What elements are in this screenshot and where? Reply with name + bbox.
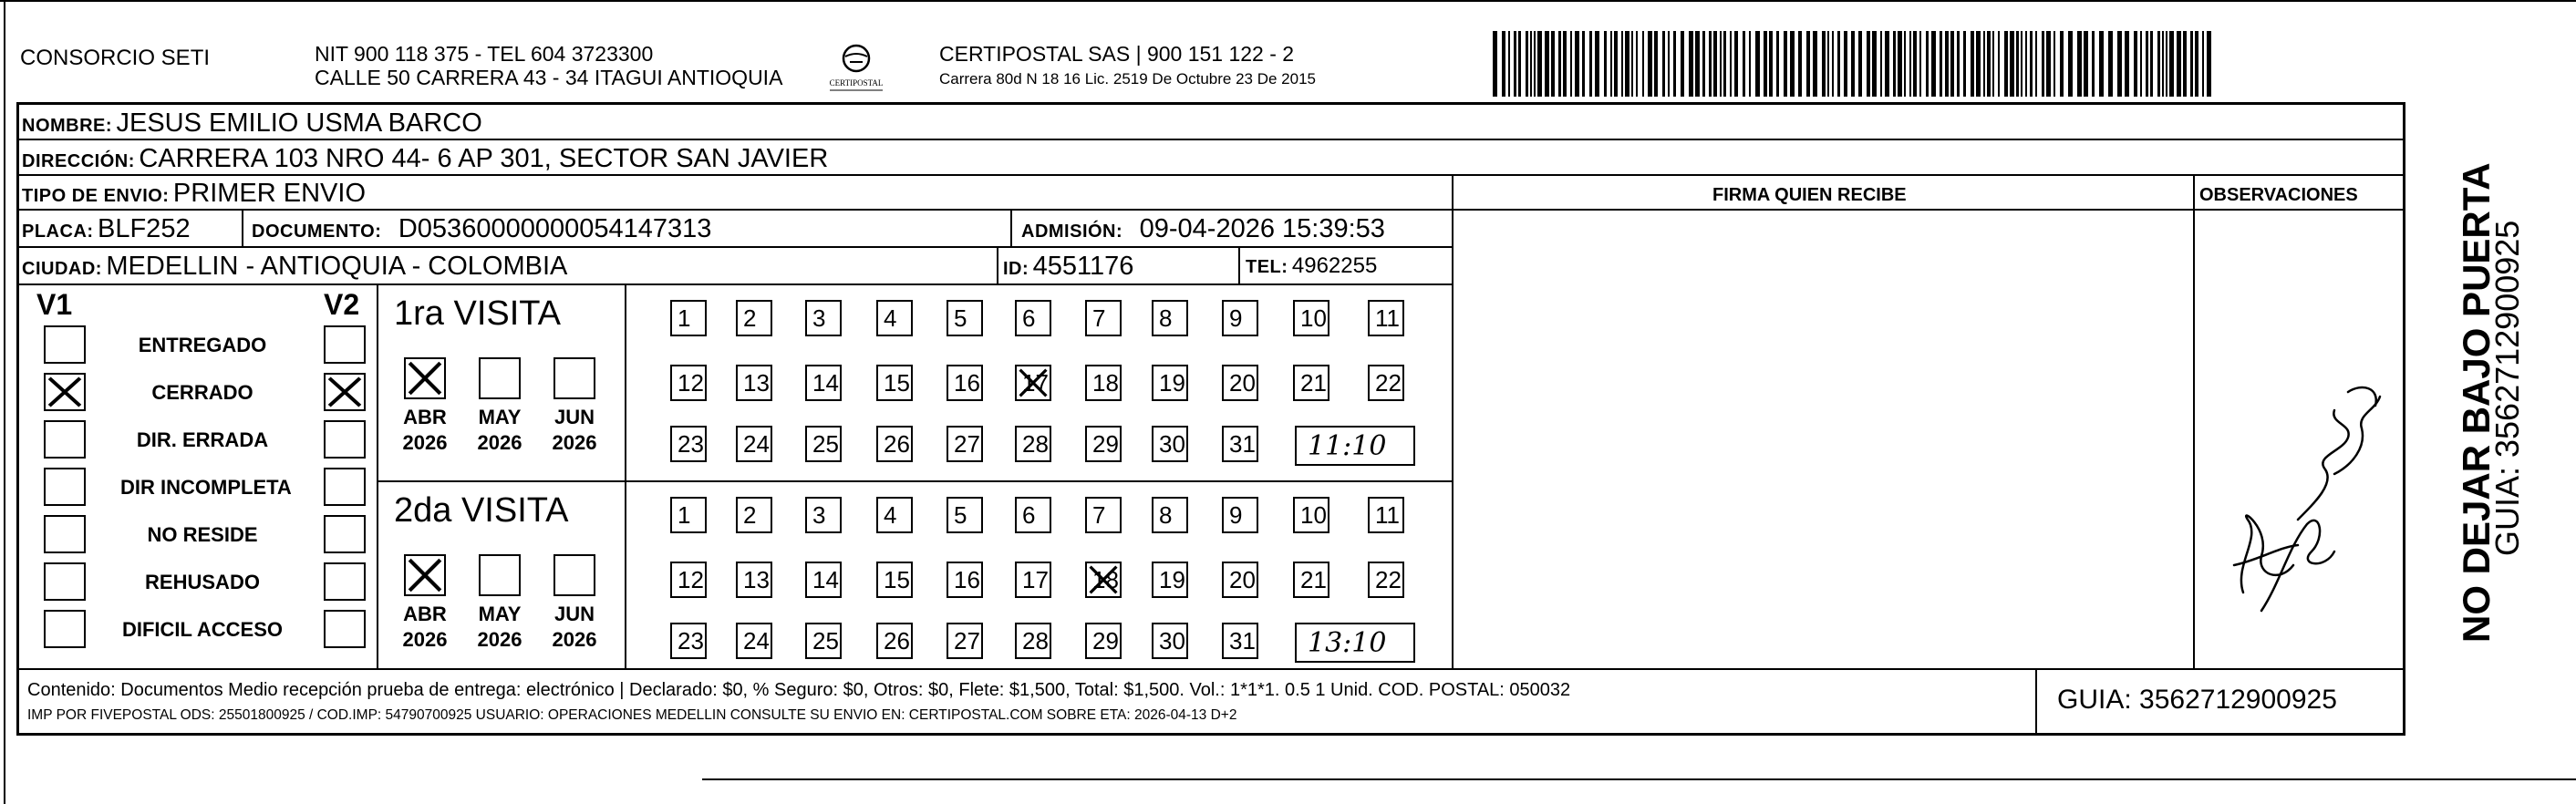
v2-checkbox[interactable]	[324, 515, 366, 553]
day-box[interactable]	[1368, 365, 1404, 401]
documento-value: D05360000000054147313	[398, 214, 712, 243]
v2-checkbox[interactable]	[324, 420, 366, 459]
day-number: 22	[1375, 369, 1402, 397]
day-box[interactable]	[1015, 562, 1051, 598]
day-box[interactable]	[1293, 562, 1329, 598]
ciudad-cell: CIUDAD: MEDELLIN - ANTIOQUIA - COLOMBIA	[22, 252, 568, 281]
tipo-envio-value: PRIMER ENVIO	[172, 179, 367, 208]
day-box[interactable]	[1085, 426, 1122, 462]
day-number: 13	[743, 369, 770, 397]
documento-cell: DOCUMENTO: D05360000000054147313	[252, 214, 712, 243]
day-number: 9	[1229, 501, 1243, 529]
signature-scribble	[2207, 337, 2389, 638]
month-checkbox[interactable]	[404, 554, 446, 596]
day-number: 15	[884, 566, 910, 593]
v1-label: V1	[36, 288, 73, 321]
visit-time-box[interactable]	[1295, 426, 1415, 466]
day-number: 11	[1375, 501, 1400, 529]
day-number: 4	[884, 501, 897, 529]
day-number: 18	[1092, 566, 1119, 593]
day-box[interactable]	[1368, 300, 1404, 336]
visit-time: 13:10	[1308, 627, 1387, 659]
day-box[interactable]	[670, 562, 707, 598]
day-box[interactable]	[1222, 623, 1258, 659]
day-number: 5	[954, 501, 967, 529]
day-box[interactable]	[1015, 497, 1051, 533]
day-number: 28	[1022, 430, 1049, 458]
day-box[interactable]	[876, 365, 913, 401]
v2-checkbox[interactable]	[324, 610, 366, 648]
day-box[interactable]	[876, 623, 913, 659]
company-name: CONSORCIO SETI	[20, 46, 211, 70]
day-number: 29	[1092, 627, 1119, 655]
status-label: NO RESIDE	[147, 523, 258, 546]
nit-line: NIT 900 118 375 - TEL 604 3723300	[315, 42, 654, 66]
placa-cell: PLACA: BLF252	[22, 214, 191, 243]
day-box[interactable]	[805, 562, 842, 598]
day-box[interactable]	[1152, 623, 1188, 659]
month-label: JUN	[553, 406, 595, 428]
day-box[interactable]	[670, 497, 707, 533]
ciudad-value: MEDELLIN - ANTIOQUIA - COLOMBIA	[106, 252, 568, 281]
day-box[interactable]	[1152, 562, 1188, 598]
day-box[interactable]	[736, 365, 772, 401]
day-number: 22	[1375, 566, 1402, 593]
day-number: 6	[1022, 304, 1036, 332]
day-number: 14	[812, 566, 839, 593]
svg-text:CERTIPOSTAL: CERTIPOSTAL	[829, 78, 884, 88]
day-number: 10	[1300, 304, 1327, 332]
day-number: 1	[678, 501, 691, 529]
day-number: 25	[812, 627, 839, 655]
id-cell: ID: 4551176	[1003, 252, 1134, 281]
month-label: JUN	[553, 603, 595, 625]
month-label: ABR	[403, 603, 447, 625]
month-label: MAY	[478, 603, 522, 625]
placa-value: BLF252	[98, 214, 191, 243]
day-box[interactable]	[736, 497, 772, 533]
day-number: 31	[1229, 627, 1256, 655]
day-box[interactable]	[1085, 300, 1122, 336]
day-box[interactable]	[1015, 365, 1051, 401]
day-number: 16	[954, 566, 980, 593]
visit-time: 11:10	[1308, 430, 1387, 462]
day-number: 8	[1159, 304, 1173, 332]
day-box[interactable]	[1152, 497, 1188, 533]
day-number: 13	[743, 566, 770, 593]
v2-checkbox[interactable]	[324, 373, 366, 411]
day-number: 18	[1092, 369, 1119, 397]
day-box[interactable]	[1085, 497, 1122, 533]
day-box[interactable]	[1368, 497, 1404, 533]
month-year: 2026	[402, 628, 448, 651]
day-number: 7	[1092, 501, 1106, 529]
day-number: 6	[1022, 501, 1036, 529]
day-box[interactable]	[670, 365, 707, 401]
day-number: 28	[1022, 627, 1049, 655]
v2-checkbox[interactable]	[324, 562, 366, 601]
recipient-name: JESUS EMILIO USMA BARCO	[116, 108, 482, 138]
day-number: 8	[1159, 501, 1173, 529]
day-box[interactable]	[876, 497, 913, 533]
admision-cell: ADMISIÓN: 09-04-2026 15:39:53	[1021, 214, 1385, 243]
v1-checkbox[interactable]	[44, 468, 86, 506]
address-line: CALLE 50 CARRERA 43 - 34 ITAGUI ANTIOQUIA	[315, 66, 783, 89]
day-number: 23	[678, 430, 704, 458]
month-year: 2026	[402, 431, 448, 454]
day-box[interactable]	[805, 426, 842, 462]
day-box[interactable]	[805, 497, 842, 533]
day-box[interactable]	[876, 300, 913, 336]
day-box[interactable]	[947, 365, 983, 401]
day-box[interactable]	[805, 365, 842, 401]
day-box[interactable]	[1222, 300, 1258, 336]
visit-title: 2da VISITA	[394, 491, 569, 530]
day-number: 20	[1229, 566, 1256, 593]
v1-checkbox[interactable]	[44, 515, 86, 553]
day-box[interactable]	[947, 562, 983, 598]
day-number: 23	[678, 627, 704, 655]
day-number: 7	[1092, 304, 1106, 332]
direccion-row: DIRECCIÓN: CARRERA 103 NRO 44- 6 AP 301, SECTOR SAN JAVIER	[22, 144, 829, 173]
day-box[interactable]	[1293, 300, 1329, 336]
day-box[interactable]	[1085, 562, 1122, 598]
day-number: 31	[1229, 430, 1256, 458]
day-box[interactable]	[670, 426, 707, 462]
day-box[interactable]	[947, 426, 983, 462]
day-box[interactable]	[1222, 497, 1258, 533]
day-number: 19	[1159, 566, 1185, 593]
visit-time-box[interactable]	[1295, 623, 1415, 663]
footer-guia: GUIA: 3562712900925	[2057, 685, 2337, 715]
day-box[interactable]	[1152, 365, 1188, 401]
status-label: REHUSADO	[145, 571, 260, 593]
day-box[interactable]	[1152, 426, 1188, 462]
month-label: ABR	[403, 406, 447, 428]
day-box[interactable]	[670, 300, 707, 336]
v1-checkbox[interactable]	[44, 610, 86, 648]
day-box[interactable]	[1015, 300, 1051, 336]
day-number: 12	[678, 566, 704, 593]
day-number: 25	[812, 430, 839, 458]
day-number: 2	[743, 304, 757, 332]
day-number: 27	[954, 627, 980, 655]
day-box[interactable]	[1222, 365, 1258, 401]
status-label: CERRADO	[151, 381, 253, 404]
day-number: 5	[954, 304, 967, 332]
contenido-text: Contenido: Documentos Medio recepción prueba de entrega: electrónico | Declarado: $0, % Seguro: $0, Otros: $0, Flete: $1,500, Total: $1,500. Vol.: 1*1*1. 0.5 1 Unid. COD. POSTAL: 050032	[27, 680, 1571, 700]
day-box[interactable]	[1085, 623, 1122, 659]
day-number: 16	[954, 369, 980, 397]
day-box[interactable]	[805, 300, 842, 336]
day-box[interactable]	[1085, 365, 1122, 401]
v1-checkbox[interactable]	[44, 373, 86, 411]
day-box[interactable]	[947, 623, 983, 659]
v1-checkbox[interactable]	[44, 562, 86, 601]
month-checkbox[interactable]	[479, 554, 521, 596]
main-frame	[16, 102, 2405, 736]
v2-checkbox[interactable]	[324, 468, 366, 506]
day-number: 24	[743, 627, 770, 655]
observaciones-header: OBSERVACIONES	[2199, 185, 2358, 205]
day-number: 3	[812, 501, 826, 529]
barcode	[1493, 31, 2213, 97]
status-label: DIR. ERRADA	[136, 428, 269, 451]
month-label: MAY	[478, 406, 522, 428]
recipient-address: CARRERA 103 NRO 44- 6 AP 301, SECTOR SAN JAVIER	[139, 144, 829, 173]
day-box[interactable]	[736, 562, 772, 598]
day-box[interactable]	[876, 562, 913, 598]
tipo-envio-row: TIPO DE ENVIO: PRIMER ENVIO	[22, 179, 367, 208]
day-number: 3	[812, 304, 826, 332]
month-checkbox[interactable]	[404, 357, 446, 399]
day-number: 1	[678, 304, 691, 332]
day-box[interactable]	[1015, 623, 1051, 659]
no-dejar-bajo-puerta: NO DEJAR BAJO PUERTA	[2455, 162, 2498, 643]
day-number: 10	[1300, 501, 1327, 529]
month-checkbox[interactable]	[553, 357, 595, 399]
day-box[interactable]	[1222, 562, 1258, 598]
day-number: 29	[1092, 430, 1119, 458]
day-number: 20	[1229, 369, 1256, 397]
id-value: 4551176	[1032, 252, 1134, 281]
day-number: 11	[1375, 304, 1400, 332]
day-number: 27	[954, 430, 980, 458]
side-guia: GUIA: 3562712900925	[2488, 220, 2526, 556]
tel-cell: TEL: 4962255	[1246, 253, 1378, 278]
day-box[interactable]	[670, 623, 707, 659]
month-year: 2026	[552, 431, 597, 454]
certipostal-logo	[819, 40, 894, 97]
visit-title: 1ra VISITA	[394, 294, 562, 333]
day-number: 2	[743, 501, 757, 529]
day-number: 15	[884, 369, 910, 397]
day-number: 19	[1159, 369, 1185, 397]
admision-value: 09-04-2026 15:39:53	[1139, 214, 1385, 243]
day-box[interactable]	[1293, 497, 1329, 533]
day-number: 17	[1022, 369, 1049, 397]
day-number: 9	[1229, 304, 1243, 332]
month-checkbox[interactable]	[553, 554, 595, 596]
nombre-row: NOMBRE: JESUS EMILIO USMA BARCO	[22, 108, 482, 138]
day-box[interactable]	[736, 426, 772, 462]
day-box[interactable]	[1368, 562, 1404, 598]
day-number: 12	[678, 369, 704, 397]
day-box[interactable]	[1015, 426, 1051, 462]
day-number: 30	[1159, 430, 1185, 458]
day-box[interactable]	[1222, 426, 1258, 462]
imp-text: IMP POR FIVEPOSTAL ODS: 25501800925 / COD.IMP: 54790700925 USUARIO: OPERACIONES MEDELLIN CONSULTE SU ENVIO EN: CERTIPOSTAL.COM SOBRE ETA: 2026-04-13 D+2	[27, 707, 1237, 723]
status-label: DIFICIL ACCESO	[121, 618, 283, 641]
day-box[interactable]	[1152, 300, 1188, 336]
firma-header: FIRMA QUIEN RECIBE	[1712, 185, 1907, 205]
v2-label: V2	[324, 288, 360, 321]
day-box[interactable]	[876, 426, 913, 462]
day-box[interactable]	[947, 300, 983, 336]
day-box[interactable]	[736, 300, 772, 336]
day-box[interactable]	[736, 623, 772, 659]
day-number: 26	[884, 627, 910, 655]
v1-checkbox[interactable]	[44, 325, 86, 364]
license-line: Carrera 80d N 18 16 Lic. 2519 De Octubre 23 De 2015	[939, 70, 1316, 88]
day-number: 21	[1300, 369, 1327, 397]
day-number: 17	[1022, 566, 1049, 593]
month-year: 2026	[552, 628, 597, 651]
day-box[interactable]	[947, 497, 983, 533]
day-box[interactable]	[805, 623, 842, 659]
month-year: 2026	[477, 628, 522, 651]
day-number: 30	[1159, 627, 1185, 655]
certipostal-line: CERTIPOSTAL SAS | 900 151 122 - 2	[939, 42, 1295, 66]
v2-checkbox[interactable]	[324, 325, 366, 364]
status-label: DIR INCOMPLETA	[120, 476, 292, 499]
tel-value: 4962255	[1291, 253, 1378, 278]
status-label: ENTREGADO	[138, 334, 267, 356]
day-number: 26	[884, 430, 910, 458]
month-year: 2026	[477, 431, 522, 454]
day-number: 24	[743, 430, 770, 458]
day-number: 4	[884, 304, 897, 332]
v1-checkbox[interactable]	[44, 420, 86, 459]
month-checkbox[interactable]	[479, 357, 521, 399]
day-number: 14	[812, 369, 839, 397]
day-box[interactable]	[1293, 365, 1329, 401]
day-number: 21	[1300, 566, 1327, 593]
